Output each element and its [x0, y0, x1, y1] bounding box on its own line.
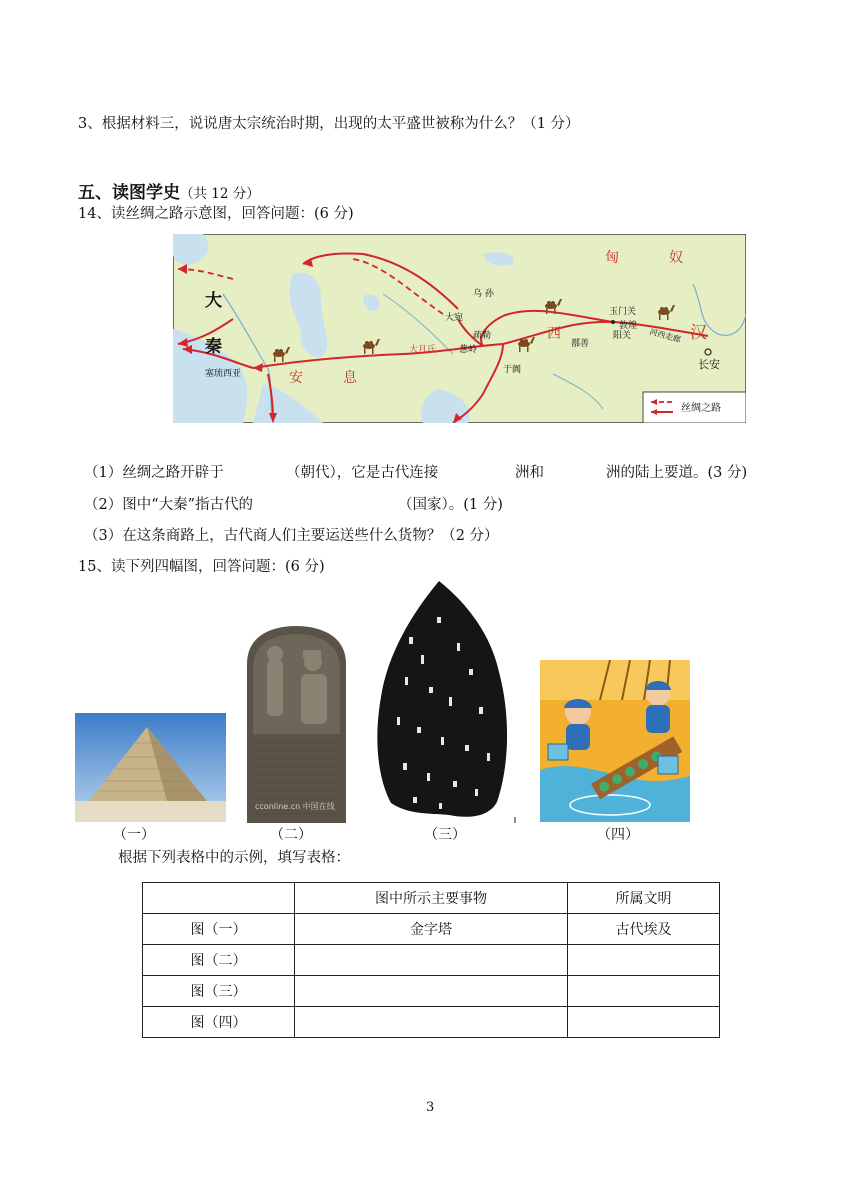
table-row [143, 945, 720, 976]
label-shanshan: 鄯善 [571, 339, 590, 349]
section-5-heading [78, 178, 260, 203]
table-row [143, 1007, 720, 1038]
table-row [143, 976, 720, 1007]
table-header-cell [143, 883, 295, 914]
label-shule: 疏勒 [473, 331, 492, 341]
q14-sub2-part-a: （2）图中“大秦”指古代的 [84, 497, 254, 513]
pyramid-image [75, 713, 226, 822]
answer-cell[interactable] [568, 976, 720, 1007]
table-cell: 古代埃及 [568, 914, 720, 945]
answer-cell[interactable] [295, 976, 568, 1007]
label-dunhuang: 敦煌 [619, 321, 638, 331]
water-wheel-cartoon-image [540, 660, 690, 822]
answer-cell[interactable] [568, 945, 720, 976]
q14-sub2-part-b: （国家）。(1 分) [398, 497, 503, 513]
table-cell: 图（三） [143, 976, 295, 1007]
label-yangguan: 阳关 [613, 331, 632, 341]
oracle-bone-rubbing-image [369, 577, 516, 823]
page-number: 3 [426, 1100, 435, 1115]
answer-cell[interactable] [295, 945, 568, 976]
table-instruction: 根据下列表格中的示例，填写表格： [118, 850, 350, 866]
watermark: cconline.cn 中国在线 [255, 802, 335, 811]
map-legend [643, 392, 746, 423]
label-xiongnu-2: 奴 [669, 250, 683, 266]
legend-label: 丝绸之路 [681, 403, 721, 414]
table-header-cell: 所属文明 [568, 883, 720, 914]
dunhuang-marker [611, 320, 615, 324]
label-anxi-1: 安 [289, 370, 303, 386]
label-changan: 长安 [698, 358, 720, 371]
question-3: 3、根据材料三，说说唐太宗统治时期，出现的太平盛世被称为什么？（1 分） [78, 116, 580, 132]
caption-3: （三） [424, 827, 466, 843]
table-cell: 金字塔 [295, 914, 568, 945]
q14-sub1-part-c: 洲和 [515, 465, 544, 481]
section-5-subtitle: （共 12 分） [180, 186, 260, 202]
q14-sub1-part-b: （朝代），它是古代连接 [286, 465, 439, 481]
label-hexi: 河西走廊 [648, 327, 682, 345]
answer-cell[interactable] [295, 1007, 568, 1038]
q14-sub3: （3）在这条商路上，古代商人们主要运送些什么货物？（2 分） [84, 528, 499, 544]
label-daqin-2: 秦 [205, 337, 222, 357]
label-wusun: 乌 孙 [473, 289, 494, 299]
silk-road-map [173, 234, 746, 423]
label-daqin-1: 大 [205, 291, 222, 311]
caption-4: （四） [597, 827, 639, 843]
label-anxi-2: 息 [343, 370, 357, 386]
question-14-stem: 14、读丝绸之路示意图，回答问题：(6 分) [78, 206, 354, 222]
label-dayuezhi: 大月氏 [409, 345, 437, 355]
answer-cell[interactable] [568, 1007, 720, 1038]
label-congling: 葱岭 [459, 345, 478, 355]
label-seleucia: 塞琉西亚 [205, 369, 242, 379]
table-header-row [143, 883, 720, 914]
label-xiyu: 西 [547, 326, 561, 342]
question-15-stem: 15、读下列四幅图，回答问题：(6 分) [78, 559, 325, 575]
silk-road-map-svg [173, 234, 746, 423]
q14-sub1-part-a: （1）丝绸之路开辟于 [84, 465, 224, 481]
section-5-title: 五、读图学史 [78, 183, 180, 203]
table-cell: 图（一） [143, 914, 295, 945]
label-yutian: 于阗 [503, 365, 522, 375]
q14-sub1-part-d: 洲的陆上要道。(3 分) [606, 465, 748, 481]
caption-1: （一） [113, 827, 155, 843]
label-dayuan: 大宛 [445, 313, 464, 323]
label-xiongnu-1: 匈 [605, 250, 619, 266]
answer-table [142, 882, 720, 1038]
table-header-cell: 图中所示主要事物 [295, 883, 568, 914]
table-cell: 图（二） [143, 945, 295, 976]
table-row [143, 914, 720, 945]
caption-2: （二） [270, 827, 312, 843]
hammurabi-stele-image [241, 624, 352, 823]
table-cell: 图（四） [143, 1007, 295, 1038]
label-yumenguan: 玉门关 [609, 307, 637, 317]
label-han: 汉 [690, 323, 707, 343]
